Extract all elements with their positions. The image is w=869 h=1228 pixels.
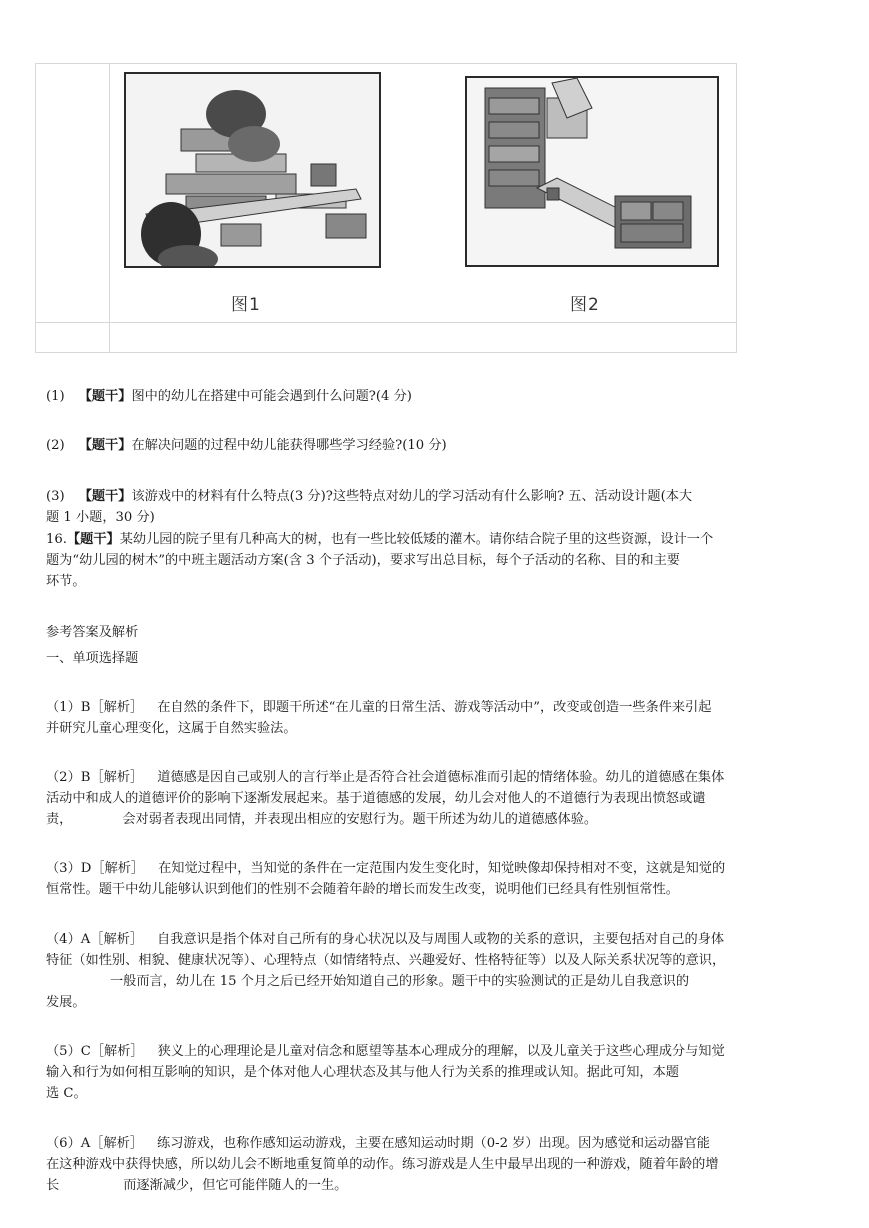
answer-label: （6）A［解析］: [46, 1136, 144, 1151]
question-tag: 【题干】: [78, 489, 132, 504]
question-number: (3): [46, 489, 65, 504]
answer-5-line-1: [46, 1041, 725, 1062]
question-2: [46, 435, 447, 456]
answer-text: 道德感是因自己或别人的言行举止是否符合社会道德标准而引起的情绪体验。幼儿的道德感在集体: [157, 770, 725, 785]
answer-5-line-2: 输入和行为如何相互影响的知识，是个体对他人心理状态及其与他人行为关系的推理或认知。据此可知，本题: [46, 1065, 679, 1080]
answer-text: 识，: [698, 953, 726, 968]
answer-2-line-2: 活动中和成人的道德评价的影响下逐渐发展起来。基于道德感的发展，幼儿会对他人的不道德行为表现出愤怒或谴: [46, 791, 706, 806]
question-16-line-2: 题为“幼儿园的树木”的中班主题活动方案(含 3 个子活动)，要求写出总目标，每个子活动的名称、目的和主要: [46, 553, 680, 568]
answer-label: （3）D［解析］: [46, 861, 145, 876]
answer-label: （1）B［解析］: [46, 700, 144, 715]
answer-text: 一般而言，幼儿在 15 个月之后已经开始知道自己的形象。题干中的实验测试的正是幼儿自我意识的: [110, 974, 690, 989]
answer-4-line-4: 发展。: [46, 995, 86, 1010]
answer-4-line-2: [46, 950, 725, 971]
answer-text: 特征（如性别、相貌、健康状况等）、心理特点（如情绪特点、兴趣爱好、性格特征等）以及人际关系状况等的意: [46, 953, 699, 968]
question-text: 该游戏中的材料有什么特点(3 分)?这些特点对幼儿的学习活动有什么影响? 五、活动设计题(本大: [131, 489, 693, 504]
question-text: 图中的幼儿在搭建中可能会遇到什么问题?(4 分): [131, 389, 412, 404]
answer-5-line-3: 选 C。: [46, 1086, 87, 1101]
answer-text: 而逐渐减少，但它可能伴随人的一生。: [123, 1178, 348, 1193]
question-3: [46, 486, 692, 507]
answer-6-line-3: [46, 1175, 347, 1196]
answer-label: （2）B［解析］: [46, 770, 144, 785]
question-tag: 【题干】: [78, 438, 132, 453]
answer-text: 练习游戏，也称作感知运动游戏，主要在感知运动时期（0-2 岁）出现。因为感觉和运动器官能: [157, 1136, 710, 1151]
answer-text: 自我意识是指个体对自己所有的身心状况以及与周围人或物的关系的意识，主要包括对自己的身体: [157, 932, 725, 947]
question-16-number: 16.: [46, 532, 67, 547]
answer-text: 会对弱者表现出同情，并表现出相应的安慰行为。题干所述为幼儿的道德感体验。: [122, 812, 598, 827]
answer-2-line-3: [46, 809, 597, 830]
answer-4-line-3: [46, 971, 689, 992]
question-number: (1): [46, 389, 65, 404]
answer-6-line-2: 在这种游戏中获得快感，所以幼儿会不断地重复简单的动作。练习游戏是人生中最早出现的一种游戏，随着年龄的增: [46, 1157, 719, 1172]
question-16-line-3: 环节。: [46, 574, 86, 589]
figure-table: [35, 63, 737, 353]
figure-1-caption: 图1: [231, 295, 261, 315]
answer-label: （5）C［解析］: [46, 1044, 144, 1059]
answer-text: 责，: [46, 812, 73, 827]
table-divider-vertical: [109, 64, 110, 352]
question-16-tag: 【题干】: [66, 532, 120, 547]
question-number: (2): [46, 438, 65, 453]
answer-3-line-1: [46, 858, 725, 879]
figure-2-image: [465, 76, 719, 267]
section-title: 一、单项选择题: [46, 651, 139, 666]
table-divider-horizontal: [36, 322, 736, 323]
question-16-line-1: [46, 529, 713, 550]
answer-1-line-2: 并研究儿童心理变化，这属于自然实验法。: [46, 721, 297, 736]
answer-6-line-1: [46, 1133, 710, 1154]
answer-text: 狭义上的心理理论是儿童对信念和愿望等基本心理成分的理解，以及儿童关于这些心理成分与知觉: [157, 1044, 725, 1059]
answer-label: （4）A［解析］: [46, 932, 144, 947]
answer-4-line-1: [46, 929, 724, 950]
answer-2-line-1: [46, 767, 724, 788]
question-1: [46, 386, 412, 407]
question-16-text: 某幼儿园的院子里有几种高大的树，也有一些比较低矮的灌木。请你结合院子里的这些资源，设计一个: [119, 532, 714, 547]
answer-text: 在知觉过程中，当知觉的条件在一定范围内发生变化时，知觉映像却保持相对不变，这就是知觉的: [158, 861, 726, 876]
answer-text: 在自然的条件下，即题干所述“在儿童的日常生活、游戏等活动中”，改变或创造一些条件来引起: [157, 700, 712, 715]
figure-2-caption: 图2: [570, 295, 600, 315]
answer-1-line-1: [46, 697, 711, 718]
answers-title: 参考答案及解析: [46, 625, 139, 640]
question-text: 在解决问题的过程中幼儿能获得哪些学习经验?(10 分): [131, 438, 447, 453]
figure-1-image: [124, 72, 381, 268]
answer-3-line-2: 恒常性。题干中幼儿能够认识到他们的性别不会随着年龄的增长而发生改变，说明他们已经具有性别恒常性。: [46, 882, 679, 897]
answer-text: 长: [46, 1178, 60, 1193]
question-tag: 【题干】: [78, 389, 132, 404]
question-3-continued: 题 1 小题，30 分): [46, 510, 155, 525]
